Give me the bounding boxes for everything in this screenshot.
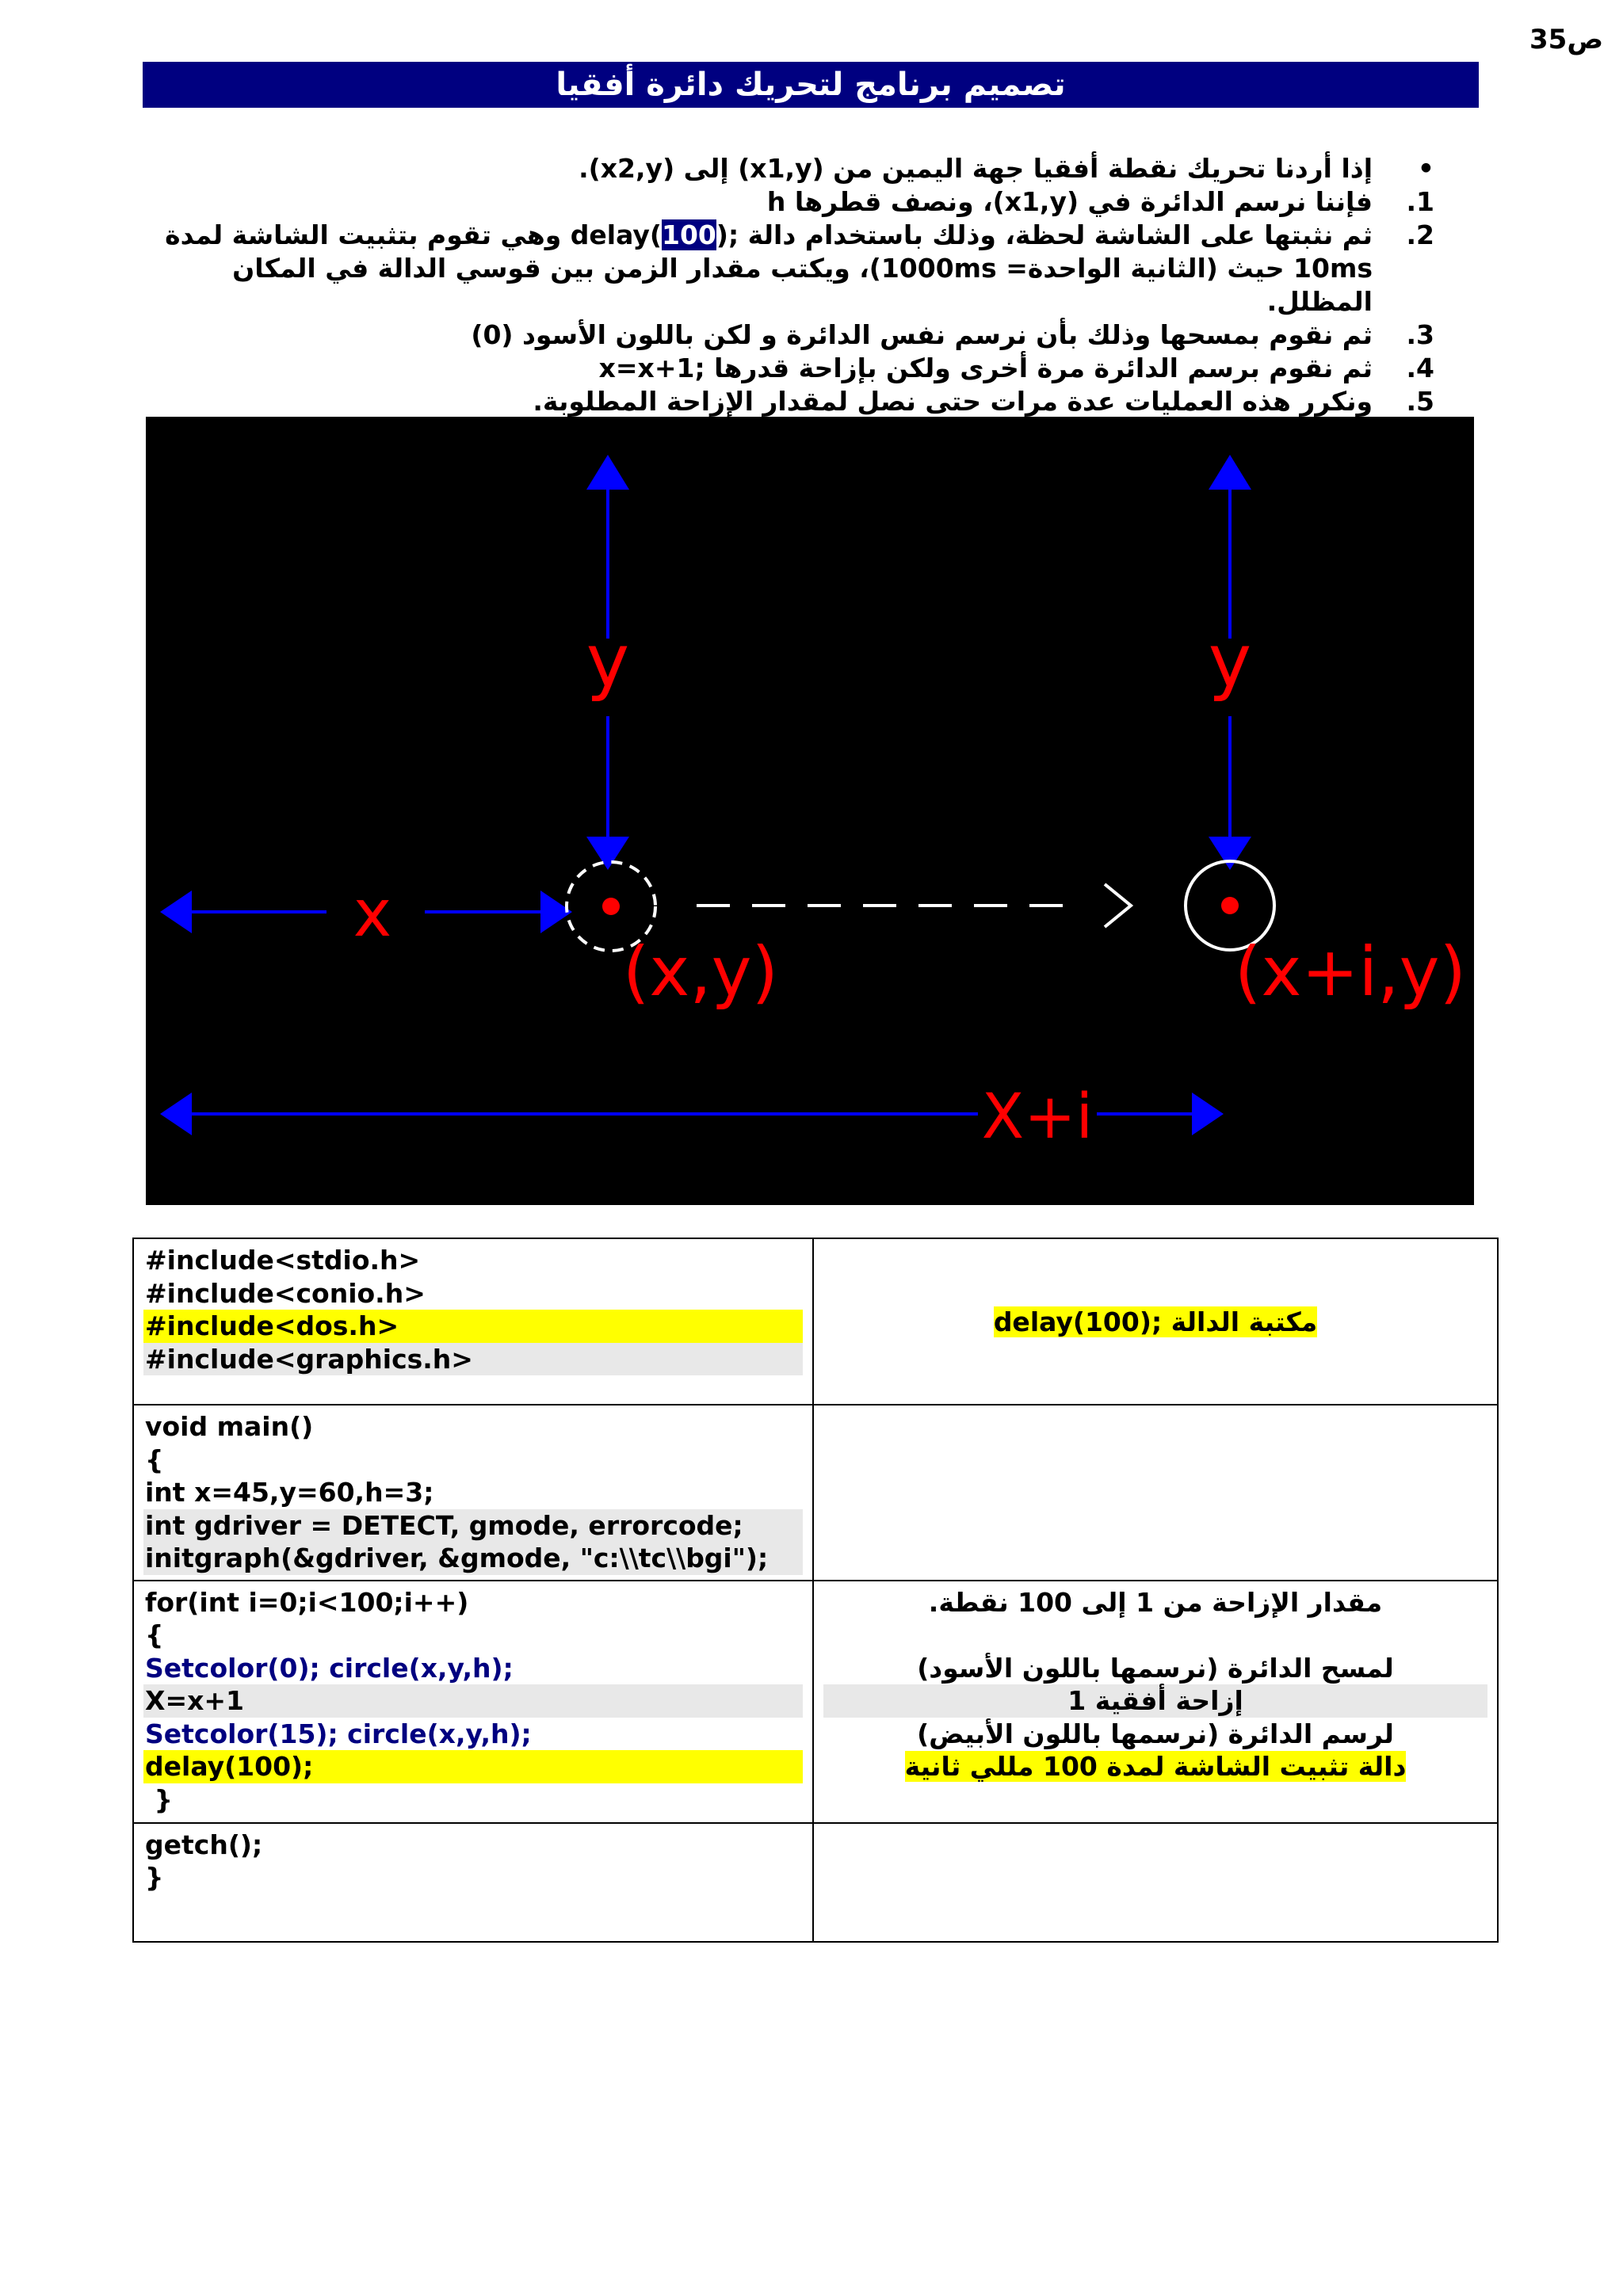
step-text-part: )delay وهي تقوم بتثبيت الشاشة لمدة <box>165 219 662 250</box>
highlighted-value: 100 <box>661 219 716 250</box>
page-number: ص35 <box>1529 24 1604 55</box>
label-xi: X+i <box>981 1081 1094 1153</box>
note-line: إزاحة أفقية 1 <box>823 1684 1487 1718</box>
code-line: int x=45,y=60,h=3; <box>145 1477 434 1508</box>
code-cell <box>133 1238 813 1405</box>
step-text: ثم نقوم بمسحها وذلك بأن نرسم نفس الدائرة و لكن باللون الأسود (0) <box>471 319 1373 350</box>
list-item <box>135 219 1434 252</box>
code-line: Setcolor(0); circle(x,y,h); <box>145 1652 514 1684</box>
step-text: فإننا نرسم الدائرة في (x1,y)، ونصف قطرها h <box>766 186 1373 217</box>
dot-start <box>602 898 620 915</box>
list-item <box>135 252 1434 318</box>
code-line: #include<dos.h> <box>143 1310 803 1343</box>
code-cell <box>133 1823 813 1942</box>
note-cell <box>813 1581 1498 1823</box>
code-cell <box>133 1405 813 1581</box>
list-item <box>135 152 1434 185</box>
code-line: void main() <box>145 1411 314 1442</box>
label-x: x <box>353 876 392 952</box>
step-marker: 5. <box>1406 386 1434 417</box>
code-table <box>132 1238 1499 1943</box>
step-text-part: ثم نثبتها على الشاشة لحظة، وذلك باستخدام دالة ;( <box>716 219 1373 250</box>
list-item <box>135 185 1434 219</box>
step-text: ونكرر هذه العمليات عدة مرات حتى نصل لمقدار الإزاحة المطلوبة. <box>533 386 1373 417</box>
code-line: } <box>145 1862 164 1893</box>
code-line: X=x+1 <box>143 1684 803 1718</box>
y-arrow-right-up-head <box>1209 455 1251 490</box>
intro-text: إذا أردنا تحريك نقطة أفقيا جهة اليمين من (x1,y) إلى (x2,y). <box>579 153 1373 184</box>
step-text: ثم نقوم برسم الدائرة مرة أخرى ولكن بإزاحة قدرها ;x=x+1 <box>598 353 1373 383</box>
note-line: مقدار الإزاحة من 1 إلى 100 نقطة. <box>928 1586 1383 1618</box>
note-highlight: دالة تثبيت الشاشة لمدة 100 مللي ثانية <box>904 1751 1407 1782</box>
note-line <box>823 1750 1487 1783</box>
code-line: initgraph(&gdriver, &gmode, "c:\\tc\\bgi"); <box>143 1542 803 1575</box>
step-marker: 2. <box>1406 219 1434 250</box>
label-y-left: y <box>586 619 630 704</box>
code-line: } <box>145 1783 173 1815</box>
code-line: { <box>145 1619 164 1650</box>
code-line: { <box>145 1444 164 1475</box>
table-row <box>133 1581 1498 1823</box>
table-row <box>133 1405 1498 1581</box>
table-row <box>133 1238 1498 1405</box>
page-title <box>143 62 1479 108</box>
code-cell <box>133 1581 813 1823</box>
step-marker: 3. <box>1406 319 1434 350</box>
code-line: int gdriver = DETECT, gmode, errorcode; <box>143 1509 803 1543</box>
motion-diagram <box>146 417 1474 1205</box>
step-marker: 4. <box>1406 353 1434 383</box>
note-line: لرسم الدائرة (نرسمها باللون الأبيض) <box>917 1718 1394 1749</box>
dot-end <box>1221 897 1239 914</box>
bullet-marker: • <box>1417 153 1434 184</box>
label-y-right: y <box>1208 619 1252 704</box>
code-line: #include<stdio.h> <box>145 1245 421 1276</box>
y-arrow-left-up-head <box>586 455 629 490</box>
page-title-text: تصميم برنامج لتحريك دائرة أفقيا <box>556 67 1066 103</box>
code-line: getch(); <box>145 1829 263 1860</box>
label-point-end: (x+i,y) <box>1234 933 1467 1012</box>
code-line: delay(100); <box>143 1750 803 1783</box>
table-row <box>133 1823 1498 1942</box>
note-cell <box>813 1238 1498 1405</box>
note-line <box>823 1619 1487 1652</box>
list-item <box>135 352 1434 385</box>
list-item <box>135 318 1434 352</box>
note-cell <box>813 1823 1498 1942</box>
code-line: #include<conio.h> <box>145 1277 426 1309</box>
note-line: لمسح الدائرة (نرسمها باللون الأسود) <box>917 1652 1394 1684</box>
motion-arrow-head <box>1105 884 1131 927</box>
code-line: Setcolor(15); circle(x,y,h); <box>145 1718 532 1749</box>
steps-list <box>135 152 1434 418</box>
list-item <box>135 385 1434 418</box>
note-text: مكتبة الدالة ;delay(100) <box>993 1306 1318 1337</box>
xi-arrow-right-head <box>1192 1093 1224 1135</box>
label-point-start: (x,y) <box>622 933 779 1012</box>
step-marker: 1. <box>1406 186 1434 217</box>
note-cell <box>813 1405 1498 1581</box>
code-line: #include<graphics.h> <box>143 1343 803 1376</box>
step-text: 10ms حيث (الثانية الواحدة= 1000ms)، ويكتب مقدار الزمن بين قوسي الدالة في المكان المظلل. <box>232 253 1373 317</box>
step-text <box>135 219 1373 252</box>
diagram-svg <box>146 417 1474 1205</box>
code-line: for(int i=0;i<100;i++) <box>145 1586 469 1618</box>
